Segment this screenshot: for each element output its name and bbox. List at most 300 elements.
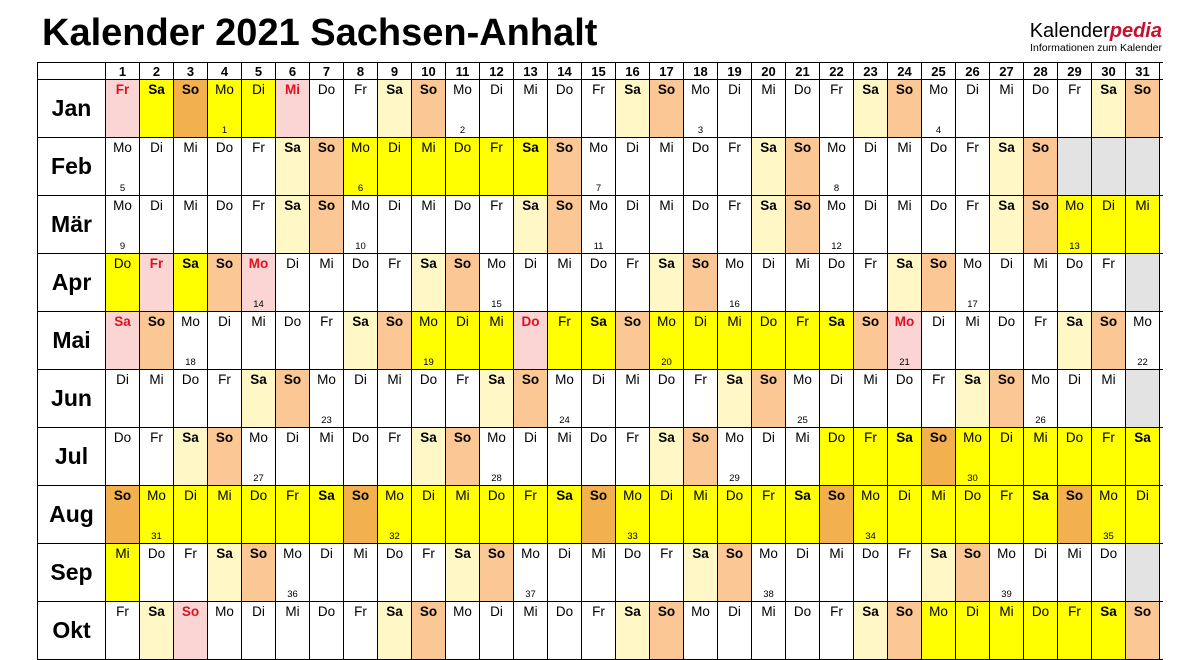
day-cell xyxy=(1058,428,1092,485)
day-cell xyxy=(786,254,820,311)
weekday-label: Di xyxy=(1000,430,1013,445)
weekday-label: Mi xyxy=(421,140,436,155)
day-cell xyxy=(718,196,752,253)
weekday-label: Mo xyxy=(589,198,608,213)
day-cell xyxy=(888,254,922,311)
day-cell xyxy=(718,602,752,659)
weekday-label: So xyxy=(1133,82,1152,97)
day-cell xyxy=(990,312,1024,369)
weekday-label: Mi xyxy=(1067,546,1082,561)
weekday-label: Di xyxy=(796,546,809,561)
empty-day-cell xyxy=(1058,138,1092,195)
weekday-label: Di xyxy=(1034,546,1047,561)
day-cell xyxy=(446,602,480,659)
day-cell xyxy=(854,138,888,195)
day-cell xyxy=(344,370,378,427)
day-cell xyxy=(956,370,990,427)
day-cell xyxy=(752,486,786,543)
day-cell xyxy=(174,602,208,659)
weekday-label: Fr xyxy=(1102,256,1115,271)
day-cell xyxy=(106,312,140,369)
day-cell xyxy=(820,602,854,659)
day-cell xyxy=(242,312,276,369)
day-cell xyxy=(582,138,616,195)
day-cell xyxy=(344,138,378,195)
weekday-label: Mo xyxy=(351,140,370,155)
day-cell xyxy=(446,196,480,253)
weekday-label: Mo xyxy=(827,198,846,213)
weekday-label: Mi xyxy=(795,256,810,271)
weekday-label: Di xyxy=(252,604,265,619)
weekday-label: Fr xyxy=(660,546,673,561)
day-cell xyxy=(106,428,140,485)
week-number: 12 xyxy=(831,241,842,252)
weekday-label: Mi xyxy=(251,314,266,329)
day-cell xyxy=(140,138,174,195)
weekday-label: Mo xyxy=(215,604,234,619)
day-cell xyxy=(854,254,888,311)
weekday-label: Fr xyxy=(626,430,639,445)
day-cell xyxy=(752,196,786,253)
weekday-label: Di xyxy=(354,372,367,387)
day-number-8: 8 xyxy=(344,63,378,79)
day-cell xyxy=(378,370,412,427)
week-number: 18 xyxy=(185,357,196,368)
weekday-label: So xyxy=(895,82,914,97)
day-cell xyxy=(242,80,276,137)
weekday-label: Fr xyxy=(966,198,979,213)
day-cell xyxy=(1092,486,1126,543)
weekday-label: Di xyxy=(932,314,945,329)
weekday-label: Fr xyxy=(864,256,877,271)
day-number-28: 28 xyxy=(1024,63,1058,79)
weekday-label: Mi xyxy=(897,198,912,213)
week-number: 14 xyxy=(253,299,264,310)
day-cell xyxy=(990,254,1024,311)
empty-day-cell xyxy=(1126,138,1160,195)
weekday-label: Mo xyxy=(725,430,744,445)
weekday-label: Mo xyxy=(793,372,812,387)
week-number: 17 xyxy=(967,299,978,310)
weekday-label: Di xyxy=(116,372,129,387)
weekday-label: Fr xyxy=(830,604,843,619)
weekday-label: Mi xyxy=(591,546,606,561)
weekday-label: Do xyxy=(317,82,336,97)
month-label: Aug xyxy=(37,486,106,543)
day-cell xyxy=(820,80,854,137)
day-cell xyxy=(888,602,922,659)
day-cell xyxy=(446,80,480,137)
day-cell xyxy=(990,544,1024,601)
day-cell xyxy=(480,312,514,369)
day-cell xyxy=(956,138,990,195)
day-cell xyxy=(1024,80,1058,137)
day-cell xyxy=(888,370,922,427)
day-cell xyxy=(106,486,140,543)
weekday-label: Mo xyxy=(147,488,166,503)
day-cell xyxy=(1126,486,1160,543)
weekday-label: So xyxy=(181,604,200,619)
weekday-label: Do xyxy=(589,256,608,271)
weekday-label: So xyxy=(827,488,846,503)
weekday-label: Mi xyxy=(285,604,300,619)
day-number-31: 31 xyxy=(1126,63,1160,79)
day-cell xyxy=(310,428,344,485)
day-cell xyxy=(344,254,378,311)
weekday-label: Fr xyxy=(354,82,367,97)
day-number-10: 10 xyxy=(412,63,446,79)
day-cell xyxy=(616,486,650,543)
weekday-label: Do xyxy=(895,372,914,387)
day-cell xyxy=(888,312,922,369)
day-number-21: 21 xyxy=(786,63,820,79)
day-cell xyxy=(446,428,480,485)
weekday-label: Di xyxy=(184,488,197,503)
day-cell xyxy=(140,602,174,659)
day-cell xyxy=(208,428,242,485)
day-cell xyxy=(242,486,276,543)
weekday-label: So xyxy=(215,256,234,271)
week-number: 26 xyxy=(1035,415,1046,426)
weekday-label: Do xyxy=(351,430,370,445)
day-cell xyxy=(1058,196,1092,253)
weekday-label: Mi xyxy=(897,140,912,155)
day-cell xyxy=(1058,370,1092,427)
weekday-label: Sa xyxy=(488,372,505,387)
day-cell xyxy=(684,544,718,601)
weekday-label: Di xyxy=(286,430,299,445)
weekday-label: So xyxy=(419,604,438,619)
weekday-label: Di xyxy=(286,256,299,271)
weekday-label: Do xyxy=(555,604,574,619)
day-cell xyxy=(310,80,344,137)
weekday-label: Di xyxy=(966,82,979,97)
weekday-label: Do xyxy=(283,314,302,329)
weekday-label: Di xyxy=(626,140,639,155)
weekday-label: Mo xyxy=(555,372,574,387)
day-cell xyxy=(208,486,242,543)
day-cell xyxy=(582,370,616,427)
weekday-label: Fr xyxy=(116,604,129,619)
day-cell xyxy=(616,312,650,369)
day-cell xyxy=(582,80,616,137)
weekday-label: Di xyxy=(1000,256,1013,271)
day-cell xyxy=(854,80,888,137)
weekday-label: Fr xyxy=(1102,430,1115,445)
weekday-label: Fr xyxy=(388,430,401,445)
weekday-label: Di xyxy=(864,140,877,155)
day-cell xyxy=(276,602,310,659)
weekday-label: Mo xyxy=(181,314,200,329)
day-cell xyxy=(548,544,582,601)
month-label: Jun xyxy=(37,370,106,427)
weekday-label: Fr xyxy=(694,372,707,387)
day-cell xyxy=(344,602,378,659)
month-row xyxy=(37,196,1163,254)
weekday-label: Di xyxy=(830,372,843,387)
day-cell xyxy=(276,544,310,601)
weekday-label: Do xyxy=(181,372,200,387)
week-number: 35 xyxy=(1103,531,1114,542)
weekday-label: Do xyxy=(317,604,336,619)
day-number-2: 2 xyxy=(140,63,174,79)
weekday-label: Di xyxy=(966,604,979,619)
weekday-label: Mi xyxy=(149,372,164,387)
weekday-label: Sa xyxy=(1032,488,1049,503)
day-cell xyxy=(106,196,140,253)
weekday-label: Mi xyxy=(183,140,198,155)
day-number-15: 15 xyxy=(582,63,616,79)
brand-tagline: Informationen zum Kalender xyxy=(1030,42,1162,54)
weekday-label: Di xyxy=(218,314,231,329)
empty-day-cell xyxy=(1092,138,1126,195)
weekday-label: Mo xyxy=(623,488,642,503)
day-cell xyxy=(140,428,174,485)
weekday-label: Mi xyxy=(319,430,334,445)
day-cell xyxy=(412,254,446,311)
day-cell xyxy=(412,312,446,369)
day-cell xyxy=(378,544,412,601)
month-label: Okt xyxy=(37,602,106,659)
day-number-11: 11 xyxy=(446,63,480,79)
day-cell xyxy=(684,138,718,195)
weekday-label: Fr xyxy=(796,314,809,329)
weekday-label: Di xyxy=(490,604,503,619)
weekday-label: Mi xyxy=(727,314,742,329)
day-cell xyxy=(854,196,888,253)
weekday-label: Do xyxy=(1031,82,1050,97)
weekday-label: So xyxy=(487,546,506,561)
weekday-label: Sa xyxy=(896,430,913,445)
weekday-label: Do xyxy=(521,314,540,329)
weekday-label: So xyxy=(725,546,744,561)
weekday-label: Do xyxy=(827,430,846,445)
month-label: Mär xyxy=(37,196,106,253)
day-number-29: 29 xyxy=(1058,63,1092,79)
weekday-label: Mi xyxy=(659,140,674,155)
weekday-label: Di xyxy=(150,140,163,155)
week-number: 25 xyxy=(797,415,808,426)
weekday-label: Fr xyxy=(762,488,775,503)
day-cell xyxy=(514,370,548,427)
day-cell xyxy=(786,370,820,427)
weekday-label: Do xyxy=(453,198,472,213)
day-cell xyxy=(990,370,1024,427)
week-number: 6 xyxy=(357,183,364,194)
weekday-label: Sa xyxy=(658,430,675,445)
weekday-label: Di xyxy=(1102,198,1115,213)
weekday-label: Mi xyxy=(523,604,538,619)
day-cell xyxy=(208,370,242,427)
day-cell xyxy=(650,370,684,427)
weekday-label: So xyxy=(215,430,234,445)
day-cell xyxy=(650,196,684,253)
day-cell xyxy=(378,196,412,253)
day-cell xyxy=(582,254,616,311)
day-cell xyxy=(582,486,616,543)
weekday-label: Mo xyxy=(657,314,676,329)
month-label: Mai xyxy=(37,312,106,369)
day-cell xyxy=(956,80,990,137)
weekday-label: Do xyxy=(691,140,710,155)
week-number: 16 xyxy=(729,299,740,310)
week-number: 31 xyxy=(151,531,162,542)
day-cell xyxy=(1126,428,1160,485)
weekday-label: Mo xyxy=(691,604,710,619)
empty-day-cell xyxy=(1126,254,1160,311)
weekday-label: Mi xyxy=(557,256,572,271)
day-cell xyxy=(446,312,480,369)
weekday-label: Mi xyxy=(931,488,946,503)
weekday-label: Fr xyxy=(830,82,843,97)
month-row xyxy=(37,602,1163,660)
day-cell xyxy=(616,428,650,485)
day-cell xyxy=(684,196,718,253)
day-cell xyxy=(616,602,650,659)
weekday-label: Fr xyxy=(898,546,911,561)
day-cell xyxy=(242,428,276,485)
week-number: 8 xyxy=(833,183,840,194)
weekday-label: Mo xyxy=(215,82,234,97)
day-cell xyxy=(480,602,514,659)
weekday-label: Fr xyxy=(592,604,605,619)
month-row xyxy=(37,80,1163,138)
week-number: 30 xyxy=(967,473,978,484)
day-number-22: 22 xyxy=(820,63,854,79)
weekday-label: Sa xyxy=(386,604,403,619)
weekday-label: So xyxy=(861,314,880,329)
day-cell xyxy=(786,138,820,195)
day-cell xyxy=(140,544,174,601)
day-cell xyxy=(548,370,582,427)
day-cell xyxy=(752,312,786,369)
day-cell xyxy=(718,370,752,427)
weekday-label: Mi xyxy=(999,82,1014,97)
day-cell xyxy=(956,312,990,369)
weekday-label: Do xyxy=(555,82,574,97)
month-label: Feb xyxy=(37,138,106,195)
day-cell xyxy=(276,312,310,369)
weekday-label: Fr xyxy=(592,82,605,97)
brand-logo[interactable] xyxy=(1030,20,1162,54)
weekday-label: Do xyxy=(113,430,132,445)
weekday-label: Mi xyxy=(557,430,572,445)
weekday-label: Sa xyxy=(556,488,573,503)
day-cell xyxy=(922,486,956,543)
week-number: 34 xyxy=(865,531,876,542)
weekday-label: Mi xyxy=(285,82,300,97)
weekday-label: Mi xyxy=(455,488,470,503)
day-cell xyxy=(548,138,582,195)
weekday-label: Fr xyxy=(252,140,265,155)
weekday-label: Mi xyxy=(319,256,334,271)
day-number-4: 4 xyxy=(208,63,242,79)
day-number-header xyxy=(37,62,1163,80)
day-cell xyxy=(582,544,616,601)
day-cell xyxy=(480,486,514,543)
weekday-label: Mi xyxy=(761,604,776,619)
day-cell xyxy=(752,80,786,137)
weekday-label: Do xyxy=(725,488,744,503)
weekday-label: Fr xyxy=(150,430,163,445)
day-cell xyxy=(990,428,1024,485)
week-number: 23 xyxy=(321,415,332,426)
day-cell xyxy=(480,544,514,601)
day-number-30: 30 xyxy=(1092,63,1126,79)
weekday-label: Mo xyxy=(963,256,982,271)
weekday-label: Di xyxy=(456,314,469,329)
day-cell xyxy=(650,254,684,311)
day-cell xyxy=(174,544,208,601)
weekday-label: Fr xyxy=(218,372,231,387)
day-cell xyxy=(412,544,446,601)
weekday-label: Mi xyxy=(1033,430,1048,445)
weekday-label: Di xyxy=(592,372,605,387)
day-cell xyxy=(820,196,854,253)
weekday-label: Do xyxy=(215,198,234,213)
weekday-label: Sa xyxy=(352,314,369,329)
day-cell xyxy=(854,312,888,369)
day-cell xyxy=(548,196,582,253)
weekday-label: Do xyxy=(861,546,880,561)
weekday-label: Mi xyxy=(421,198,436,213)
day-cell xyxy=(582,312,616,369)
day-cell xyxy=(514,428,548,485)
week-number: 19 xyxy=(423,357,434,368)
weekday-label: Fr xyxy=(320,314,333,329)
weekday-label: Mo xyxy=(453,604,472,619)
weekday-label: Di xyxy=(320,546,333,561)
day-cell xyxy=(208,602,242,659)
day-cell xyxy=(480,254,514,311)
week-number: 2 xyxy=(459,125,466,136)
day-cell xyxy=(956,428,990,485)
day-cell xyxy=(378,80,412,137)
weekday-label: Sa xyxy=(862,82,879,97)
day-cell xyxy=(276,138,310,195)
day-cell xyxy=(242,196,276,253)
weekday-label: Mi xyxy=(489,314,504,329)
day-cell xyxy=(548,428,582,485)
day-cell xyxy=(616,544,650,601)
weekday-label: So xyxy=(929,256,948,271)
day-cell xyxy=(922,544,956,601)
weekday-label: Mo xyxy=(317,372,336,387)
weekday-label: So xyxy=(1133,604,1152,619)
day-cell xyxy=(1126,80,1160,137)
day-cell xyxy=(106,370,140,427)
weekday-label: Mo xyxy=(963,430,982,445)
day-cell xyxy=(752,428,786,485)
weekday-label: Do xyxy=(997,314,1016,329)
brand-name xyxy=(1030,20,1162,42)
weekday-label: Sa xyxy=(794,488,811,503)
day-cell xyxy=(1126,312,1160,369)
day-cell xyxy=(514,80,548,137)
day-cell xyxy=(1024,544,1058,601)
day-cell xyxy=(1126,602,1160,659)
weekday-label: Fr xyxy=(286,488,299,503)
week-number: 13 xyxy=(1069,241,1080,252)
day-cell xyxy=(514,544,548,601)
day-cell xyxy=(752,602,786,659)
weekday-label: Mo xyxy=(283,546,302,561)
week-number: 10 xyxy=(355,241,366,252)
day-cell xyxy=(1092,602,1126,659)
week-number: 37 xyxy=(525,589,536,600)
weekday-label: Do xyxy=(453,140,472,155)
weekday-label: Mo xyxy=(1031,372,1050,387)
